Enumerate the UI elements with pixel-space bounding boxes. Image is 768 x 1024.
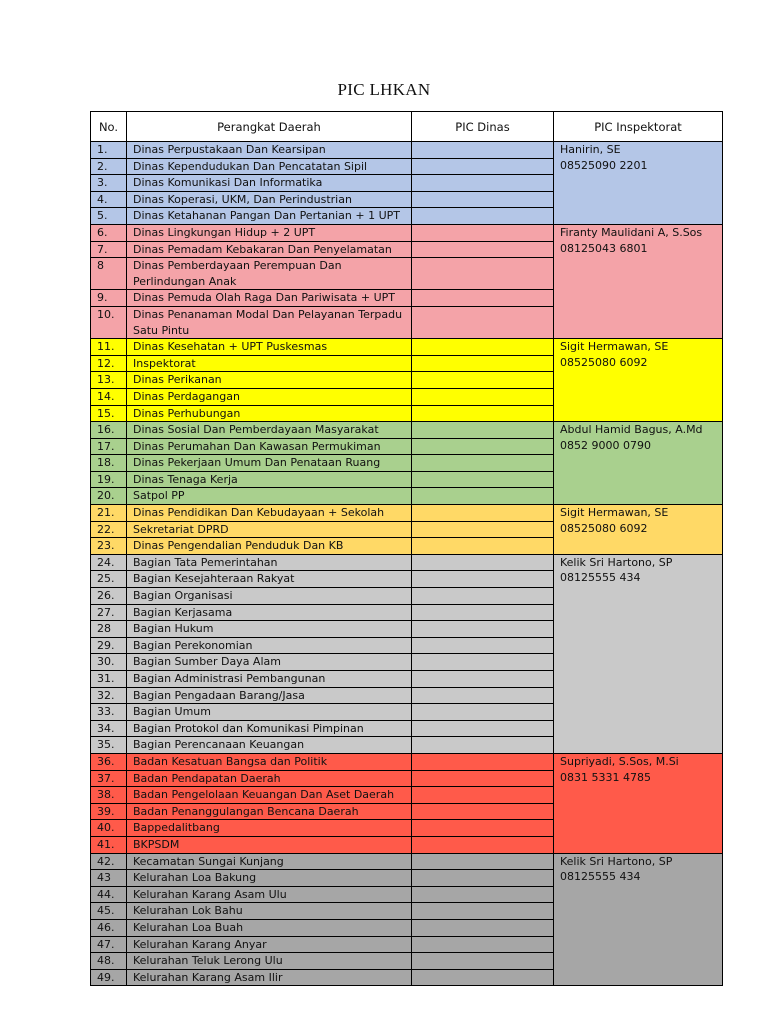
row-number: 10.: [91, 306, 127, 338]
pic-dinas-cell: [412, 554, 554, 571]
row-number: 38.: [91, 787, 127, 804]
perangkat-daerah-name: Dinas Perikanan: [127, 372, 412, 389]
perangkat-daerah-name: Bagian Administrasi Pembangunan: [127, 671, 412, 688]
perangkat-daerah-name: Bagian Pengadaan Barang/Jasa: [127, 687, 412, 704]
pic-inspektorat-name: Kelik Sri Hartono, SP: [560, 854, 673, 868]
row-number: 35.: [91, 737, 127, 754]
row-number: 46.: [91, 919, 127, 936]
perangkat-daerah-name: Badan Pendapatan Daerah: [127, 770, 412, 787]
perangkat-daerah-name: Bagian Sumber Daya Alam: [127, 654, 412, 671]
perangkat-daerah-name: Dinas Komunikasi Dan Informatika: [127, 175, 412, 192]
table-header-row: [91, 112, 723, 142]
pic-dinas-cell: [412, 704, 554, 721]
pic-inspektorat-name: Kelik Sri Hartono, SP: [560, 555, 673, 569]
perangkat-daerah-name: Badan Penanggulangan Bencana Daerah: [127, 803, 412, 820]
row-number: 19.: [91, 471, 127, 488]
row-number: 15.: [91, 405, 127, 422]
perangkat-daerah-name: Bagian Perekonomian: [127, 637, 412, 654]
header-pic-dinas: PIC Dinas: [412, 112, 554, 142]
pic-dinas-cell: [412, 339, 554, 356]
pic-dinas-cell: [412, 571, 554, 588]
perangkat-daerah-name: Dinas Ketahanan Pangan Dan Pertanian + 1 UPT: [127, 208, 412, 225]
pic-inspektorat-phone: 08525090 2201: [560, 158, 648, 172]
perangkat-daerah-name: Kelurahan Loa Buah: [127, 919, 412, 936]
row-number: 41.: [91, 836, 127, 853]
pic-dinas-cell: [412, 654, 554, 671]
pic-inspektorat-cell: [554, 753, 723, 853]
pic-inspektorat-name: Abdul Hamid Bagus, A.Md: [560, 423, 703, 437]
table-row: [91, 339, 723, 356]
row-number: 24.: [91, 554, 127, 571]
perangkat-daerah-name: Kelurahan Lok Bahu: [127, 903, 412, 920]
row-number: 3.: [91, 175, 127, 192]
perangkat-daerah-name: Dinas Pemberdayaan Perempuan Dan Perlindungan Anak: [127, 258, 412, 290]
perangkat-daerah-name: Kelurahan Karang Asam Ilir: [127, 969, 412, 986]
perangkat-daerah-name: Bagian Kerjasama: [127, 604, 412, 621]
pic-dinas-cell: [412, 306, 554, 338]
perangkat-daerah-name: Bagian Organisasi: [127, 588, 412, 605]
perangkat-daerah-name: Dinas Pemadam Kebakaran Dan Penyelamatan: [127, 241, 412, 258]
perangkat-daerah-name: Inspektorat: [127, 355, 412, 372]
pic-dinas-cell: [412, 224, 554, 241]
row-number: 27.: [91, 604, 127, 621]
perangkat-daerah-name: Satpol PP: [127, 488, 412, 505]
pic-dinas-cell: [412, 142, 554, 159]
pic-dinas-cell: [412, 388, 554, 405]
row-number: 49.: [91, 969, 127, 986]
pic-inspektorat-cell: [554, 422, 723, 505]
pic-dinas-cell: [412, 405, 554, 422]
perangkat-daerah-name: Dinas Kesehatan + UPT Puskesmas: [127, 339, 412, 356]
pic-dinas-cell: [412, 803, 554, 820]
row-number: 25.: [91, 571, 127, 588]
pic-inspektorat-cell: [554, 142, 723, 225]
pic-dinas-cell: [412, 787, 554, 804]
perangkat-daerah-name: Dinas Pengendalian Penduduk Dan KB: [127, 538, 412, 555]
perangkat-daerah-name: Dinas Pekerjaan Umum Dan Penataan Ruang: [127, 455, 412, 472]
row-number: 30.: [91, 654, 127, 671]
table-row: [91, 224, 723, 241]
header-pic-inspektorat: PIC Inspektorat: [554, 112, 723, 142]
perangkat-daerah-name: Dinas Pemuda Olah Raga Dan Pariwisata + UPT: [127, 290, 412, 307]
row-number: 44.: [91, 886, 127, 903]
pic-dinas-cell: [412, 720, 554, 737]
perangkat-daerah-name: Dinas Pendidikan Dan Kebudayaan + Sekolah: [127, 505, 412, 522]
row-number: 33.: [91, 704, 127, 721]
perangkat-daerah-name: Bagian Protokol dan Komunikasi Pimpinan: [127, 720, 412, 737]
row-number: 26.: [91, 588, 127, 605]
perangkat-daerah-name: Dinas Penanaman Modal Dan Pelayanan Terpadu Satu Pintu: [127, 306, 412, 338]
perangkat-daerah-name: Bagian Tata Pemerintahan: [127, 554, 412, 571]
row-number: 2.: [91, 158, 127, 175]
perangkat-daerah-name: Dinas Lingkungan Hidup + 2 UPT: [127, 224, 412, 241]
pic-dinas-cell: [412, 969, 554, 986]
perangkat-daerah-name: Bagian Perencanaan Keuangan: [127, 737, 412, 754]
row-number: 5.: [91, 208, 127, 225]
row-number: 8: [91, 258, 127, 290]
pic-dinas-cell: [412, 455, 554, 472]
pic-inspektorat-cell: [554, 853, 723, 986]
pic-inspektorat-phone: 08125555 434: [560, 571, 641, 585]
pic-table: [90, 111, 723, 986]
row-number: 40.: [91, 820, 127, 837]
row-number: 21.: [91, 505, 127, 522]
row-number: 18.: [91, 455, 127, 472]
pic-dinas-cell: [412, 175, 554, 192]
pic-dinas-cell: [412, 687, 554, 704]
pic-dinas-cell: [412, 836, 554, 853]
table-row: [91, 554, 723, 571]
pic-inspektorat-name: Sigit Hermawan, SE: [560, 506, 669, 520]
table-row: [91, 853, 723, 870]
row-number: 9.: [91, 290, 127, 307]
pic-dinas-cell: [412, 853, 554, 870]
pic-dinas-cell: [412, 737, 554, 754]
perangkat-daerah-name: Dinas Perhubungan: [127, 405, 412, 422]
pic-dinas-cell: [412, 671, 554, 688]
pic-dinas-cell: [412, 770, 554, 787]
row-number: 31.: [91, 671, 127, 688]
perangkat-daerah-name: Dinas Tenaga Kerja: [127, 471, 412, 488]
perangkat-daerah-name: Kelurahan Loa Bakung: [127, 870, 412, 887]
row-number: 48.: [91, 953, 127, 970]
perangkat-daerah-name: Dinas Perdagangan: [127, 388, 412, 405]
row-number: 1.: [91, 142, 127, 159]
pic-dinas-cell: [412, 505, 554, 522]
row-number: 47.: [91, 936, 127, 953]
pic-dinas-cell: [412, 438, 554, 455]
pic-dinas-cell: [412, 621, 554, 638]
table-row: [91, 505, 723, 522]
perangkat-daerah-name: Kelurahan Karang Asam Ulu: [127, 886, 412, 903]
perangkat-daerah-name: Sekretariat DPRD: [127, 521, 412, 538]
row-number: 32.: [91, 687, 127, 704]
pic-inspektorat-phone: 0831 5331 4785: [560, 770, 651, 784]
pic-inspektorat-name: Supriyadi, S.Sos, M.Si: [560, 754, 679, 768]
pic-dinas-cell: [412, 538, 554, 555]
row-number: 4.: [91, 191, 127, 208]
row-number: 16.: [91, 422, 127, 439]
table-body: [91, 142, 723, 986]
pic-inspektorat-cell: [554, 224, 723, 338]
row-number: 22.: [91, 521, 127, 538]
row-number: 43: [91, 870, 127, 887]
row-number: 45.: [91, 903, 127, 920]
row-number: 39.: [91, 803, 127, 820]
pic-dinas-cell: [412, 290, 554, 307]
header-perangkat-daerah: Perangkat Daerah: [127, 112, 412, 142]
pic-inspektorat-name: Hanirin, SE: [560, 143, 621, 156]
row-number: 34.: [91, 720, 127, 737]
pic-inspektorat-phone: 08125043 6801: [560, 241, 648, 255]
perangkat-daerah-name: Dinas Koperasi, UKM, Dan Perindustrian: [127, 191, 412, 208]
row-number: 6.: [91, 224, 127, 241]
pic-dinas-cell: [412, 953, 554, 970]
pic-dinas-cell: [412, 422, 554, 439]
pic-dinas-cell: [412, 886, 554, 903]
row-number: 11.: [91, 339, 127, 356]
perangkat-daerah-name: Badan Pengelolaan Keuangan Dan Aset Daerah: [127, 787, 412, 804]
perangkat-daerah-name: Kelurahan Karang Anyar: [127, 936, 412, 953]
pic-dinas-cell: [412, 191, 554, 208]
page-title: PIC LHKAN: [337, 80, 431, 99]
pic-dinas-cell: [412, 158, 554, 175]
row-number: 17.: [91, 438, 127, 455]
pic-inspektorat-cell: [554, 339, 723, 422]
row-number: 23.: [91, 538, 127, 555]
perangkat-daerah-name: BKPSDM: [127, 836, 412, 853]
pic-dinas-cell: [412, 355, 554, 372]
pic-dinas-cell: [412, 488, 554, 505]
perangkat-daerah-name: Bagian Kesejahteraan Rakyat: [127, 571, 412, 588]
row-number: 13.: [91, 372, 127, 389]
perangkat-daerah-name: Kecamatan Sungai Kunjang: [127, 853, 412, 870]
row-number: 28: [91, 621, 127, 638]
perangkat-daerah-name: Dinas Kependudukan Dan Pencatatan Sipil: [127, 158, 412, 175]
pic-dinas-cell: [412, 241, 554, 258]
row-number: 36.: [91, 753, 127, 770]
pic-dinas-cell: [412, 588, 554, 605]
pic-dinas-cell: [412, 372, 554, 389]
row-number: 37.: [91, 770, 127, 787]
perangkat-daerah-name: Badan Kesatuan Bangsa dan Politik: [127, 753, 412, 770]
pic-dinas-cell: [412, 208, 554, 225]
perangkat-daerah-name: Dinas Sosial Dan Pemberdayaan Masyarakat: [127, 422, 412, 439]
pic-inspektorat-phone: 08125555 434: [560, 870, 641, 884]
pic-dinas-cell: [412, 919, 554, 936]
pic-inspektorat-phone: 0852 9000 0790: [560, 438, 651, 452]
pic-dinas-cell: [412, 604, 554, 621]
pic-inspektorat-name: Firanty Maulidani A, S.Sos: [560, 225, 703, 239]
table-row: [91, 422, 723, 439]
row-number: 12.: [91, 355, 127, 372]
row-number: 7.: [91, 241, 127, 258]
pic-dinas-cell: [412, 521, 554, 538]
table-row: [91, 142, 723, 159]
row-number: 14.: [91, 388, 127, 405]
pic-dinas-cell: [412, 753, 554, 770]
pic-dinas-cell: [412, 870, 554, 887]
pic-dinas-cell: [412, 936, 554, 953]
pic-dinas-cell: [412, 903, 554, 920]
pic-dinas-cell: [412, 820, 554, 837]
pic-inspektorat-phone: 08525080 6092: [560, 521, 648, 535]
perangkat-daerah-name: Bagian Hukum: [127, 621, 412, 638]
row-number: 20.: [91, 488, 127, 505]
row-number: 29.: [91, 637, 127, 654]
perangkat-daerah-name: Dinas Perumahan Dan Kawasan Permukiman: [127, 438, 412, 455]
row-number: 42.: [91, 853, 127, 870]
pic-inspektorat-phone: 08525080 6092: [560, 355, 648, 369]
table-row: [91, 753, 723, 770]
perangkat-daerah-name: Bagian Umum: [127, 704, 412, 721]
perangkat-daerah-name: Kelurahan Teluk Lerong Ulu: [127, 953, 412, 970]
pic-dinas-cell: [412, 258, 554, 290]
pic-inspektorat-cell: [554, 505, 723, 555]
pic-inspektorat-cell: [554, 554, 723, 753]
header-no: No.: [91, 112, 127, 142]
pic-dinas-cell: [412, 637, 554, 654]
pic-inspektorat-name: Sigit Hermawan, SE: [560, 340, 669, 354]
perangkat-daerah-name: Bappedalitbang: [127, 820, 412, 837]
perangkat-daerah-name: Dinas Perpustakaan Dan Kearsipan: [127, 142, 412, 159]
pic-dinas-cell: [412, 471, 554, 488]
